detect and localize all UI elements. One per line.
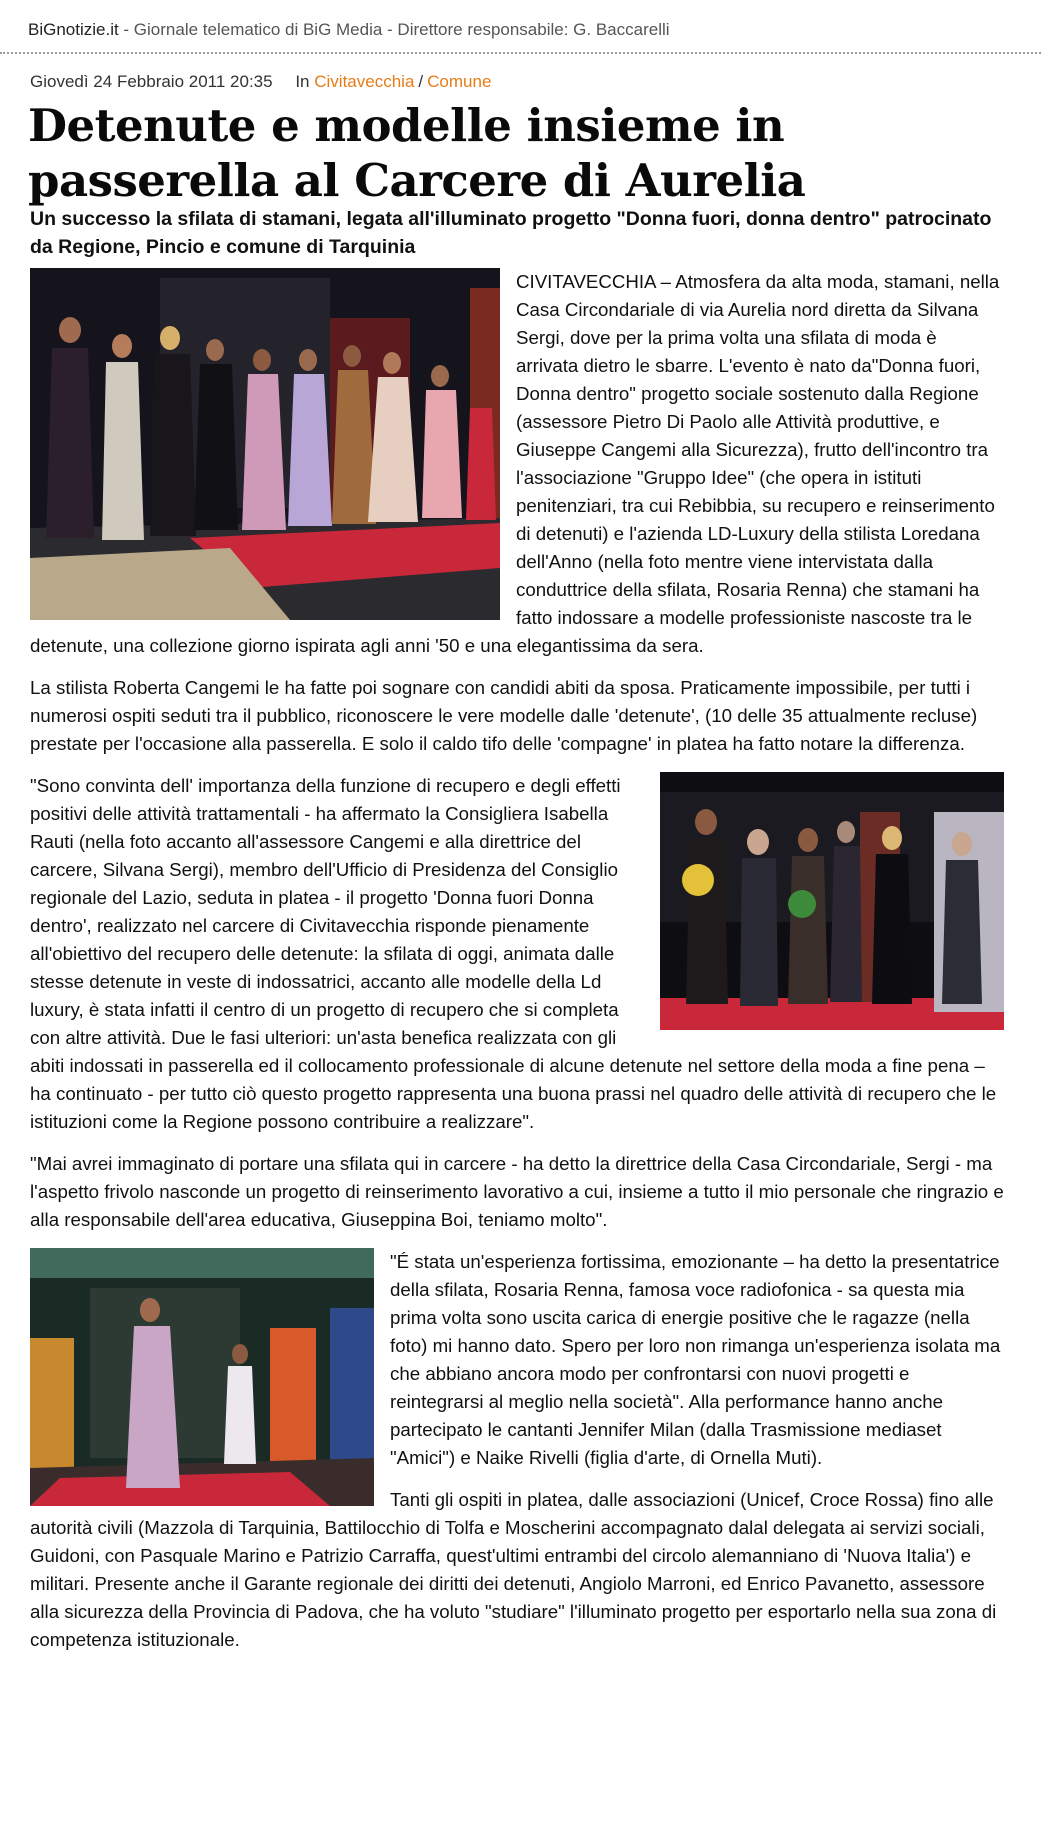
photo-runway-image bbox=[30, 1248, 374, 1506]
article-paragraph: "Sono convinta dell' importanza della funzione di recupero e degli effetti positivi delle attività trattamentali - ha affermato la Consigliera Isabella Rauti (nella foto accanto all'assessore Cangemi e alla direttrice del carcere, Silvana Sergi), membro dell'Ufficio di Presidenza del Consiglio regionale del Lazio, seduta in platea - il progetto 'Donna fuori Donna dentro', realizzato nel carcere di Civitavecchia risponde pienamente all'obiettivo del recupero delle detenute: la sfilata di oggi, animata dalle stesse detenute in veste di indossatrici, accanto alle modelle della Ld luxury, è stata infatti il centro di un progetto di recupero che si completa con altre attività. Due le fasi ulteriori: un'asta benefica realizzata con gli abiti indossati in passerella ed il collocamento professionale di alcune detenute nel settore della moda a fine pena – ha continuato - per tutto ciò questo progetto rappresenta una buona prassi nel quadro delle attività di recupero che le istituzioni come la Regione possono contribuire a realizzare". bbox=[30, 775, 997, 1132]
publish-date: Giovedì 24 Febbraio 2011 20:35 bbox=[30, 72, 273, 91]
article-paragraph: "Mai avrei immaginato di portare una sfilata qui in carcere - ha detto la direttrice della Casa Circondariale, Sergi - ma l'aspetto frivolo nasconde un progetto di reinserimento lavorativo a cui, insieme a tutto il mio personale che ringrazio e alla responsabile dell'area educativa, Giuseppina Boi, teniamo molto". bbox=[30, 1153, 1004, 1230]
category-link-comune[interactable]: Comune bbox=[427, 72, 492, 91]
category-link-civitavecchia[interactable]: Civitavecchia bbox=[314, 72, 415, 91]
site-header bbox=[0, 0, 1041, 54]
photo-fashion-show-lineup bbox=[30, 268, 500, 620]
article-subtitle: Un successo la sfilata di stamani, legata all'illuminato progetto "Donna fuori, donna dentro" patrocinato da Regione, Pincio e comune di Tarquinia bbox=[30, 208, 992, 258]
category-prefix: In bbox=[295, 72, 310, 91]
article-paragraph: "É stata un'esperienza fortissima, emozionante – ha detto la presentatrice della sfilata, Rosaria Renna, famosa voce radiofonica - sa questa mia prima volta sono uscita carica di energie positive che le ragazze (nella foto) mi hanno dato. Spero per loro non rimanga un'esperienza isolata ma che abbiano ancora modo per confrontarsi con nuovi progetti e reintegrarsi al meglio nella società". Alla performance hanno anche partecipato le cantanti Jennifer Milan (dalla Trasmissione mediaset "Amici") e Naike Rivelli (figlia d'arte, di Ornella Muti). bbox=[390, 1251, 1001, 1468]
article-paragraph: La stilista Roberta Cangemi le ha fatte poi sognare con candidi abiti da sposa. Praticamente impossibile, per tutti i numerosi ospiti seduti tra il pubblico, riconoscere le vere modelle dalle 'detenute', (10 delle 35 attualmente recluse) prestate per l'occasione alla passerella. E solo il caldo tifo delle 'compagne' in platea ha fatto notare la differenza. bbox=[30, 677, 978, 754]
article-dateline bbox=[30, 72, 491, 92]
site-masthead bbox=[28, 20, 670, 40]
category-separator: / bbox=[418, 72, 424, 91]
site-tagline: - Giornale telematico di BiG Media - Direttore responsabile: G. Baccarelli bbox=[118, 20, 670, 39]
article-body bbox=[30, 268, 1004, 1668]
photo-runway-model bbox=[30, 1248, 374, 1506]
photo-lineup-image bbox=[30, 268, 500, 620]
article-paragraph: Tanti gli ospiti in platea, dalle associazioni (Unicef, Croce Rossa) fino alle autorità civili (Mazzola di Tarquinia, Battilocchio di Tolfa e Moscherini accompagnato dalal delegata ai servizi sociali, Guidoni, con Pasquale Marino e Patrizio Carraffa, quest'ultimi entrambi del circolo alemanniano di 'Nuova Italia') e militari. Presente anche il Garante regionale dei diritti dei detenuti, Angiolo Marroni, ed Enrico Pavanetto, assessore alla sicurezza della Provincia di Padova, che ha voluto "studiare" l'illuminato progetto per esportarlo nella sua zona di competenza istituzionale. bbox=[30, 1489, 997, 1650]
article-title: Detenute e modelle insieme in passerella al Carcere di Aurelia bbox=[28, 99, 806, 207]
photo-guests-on-stage bbox=[660, 772, 1004, 1030]
article-paragraph: CIVITAVECCHIA – Atmosfera da alta moda, stamani, nella Casa Circondariale di via Aurelia nord diretta da Silvana Sergi, dove per la prima volta una sfilata di moda è arrivata dietro le sbarre. L'evento è nato da"Donna fuori, Donna dentro" progetto sociale sostenuto dalla Regione (assessore Pietro Di Paolo alle Attività produttive, e Giuseppe Cangemi alla Sicurezza), frutto dell'incontro tra l'associazione "Gruppo Idee" (che opera in istituti penitenziari, tra cui Rebibbia, su recupero e reinserimento di detenuti) e l'azienda LD-Luxury della stilista Loredana dell'Anno (nella foto mentre viene intervistata dalla conduttrice della sfilata, Rosaria Renna) che stamani ha fatto indossare a modelle professioniste nascoste tra le detenute, una collezione giorno ispirata agli anni '50 e una elegantissima da sera. bbox=[30, 271, 1000, 656]
site-name[interactable]: BiGnotizie.it bbox=[28, 20, 119, 39]
photo-guests-image bbox=[660, 772, 1004, 1030]
